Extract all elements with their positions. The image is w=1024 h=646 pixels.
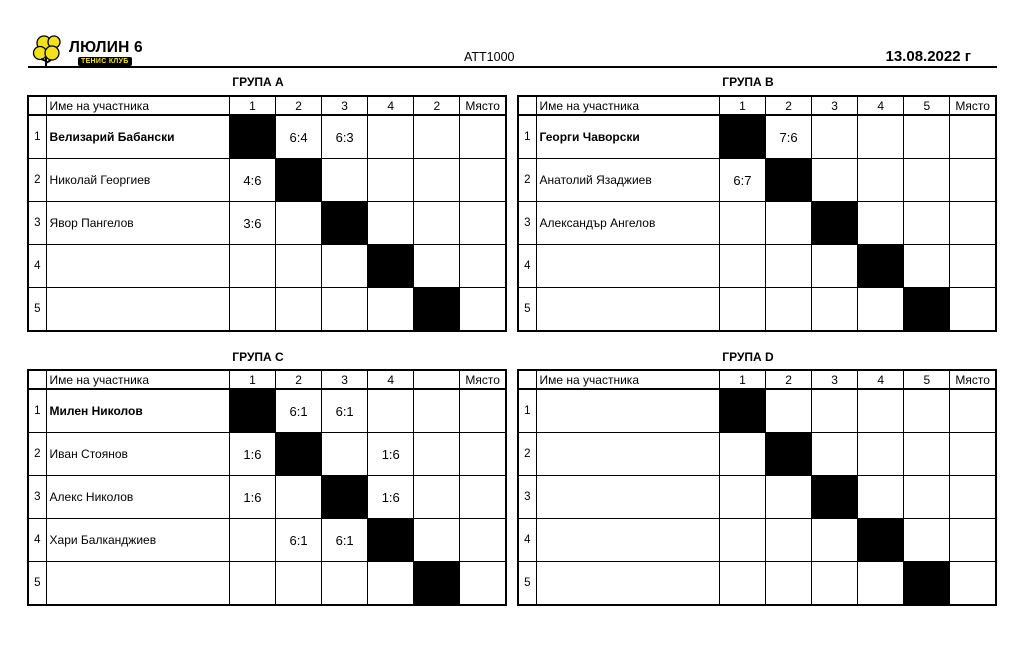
table-row [518,115,996,159]
score-cell [719,562,765,606]
name-header: Име на участника [46,96,229,115]
place-cell [950,288,996,332]
self-cell [276,159,322,202]
row-number: 3 [518,476,536,519]
score-cell [766,288,812,332]
row-number: 5 [518,562,536,606]
score-cell [858,202,904,245]
place-cell [460,288,506,332]
place-cell [950,433,996,476]
table-header-row [28,96,506,115]
player-name [536,245,719,288]
col-header: 1 [719,370,765,389]
place-header: Място [460,370,506,389]
player-name: Хари Балканджиев [46,519,229,562]
num-header [28,96,46,115]
col-header: 3 [812,370,858,389]
score-cell [414,433,460,476]
row-number: 4 [28,519,46,562]
self-cell [322,476,368,519]
table-header-row [28,370,506,389]
player-name [46,245,229,288]
player-name [536,288,719,332]
place-header: Място [460,96,506,115]
col-header: 2 [276,370,322,389]
score-cell [904,476,950,519]
self-cell [229,115,275,159]
row-number: 2 [518,433,536,476]
self-cell [858,519,904,562]
score-cell [229,288,275,332]
score-cell [858,288,904,332]
group-a-title: ГРУПА А [232,75,284,89]
self-cell [904,562,950,606]
place-cell [950,476,996,519]
player-name: Анатолий Язаджиев [536,159,719,202]
score-cell [766,476,812,519]
place-cell [950,389,996,433]
name-header: Име на участника [536,370,719,389]
score-cell [904,115,950,159]
self-cell [414,562,460,606]
table-row [28,115,506,159]
row-number: 3 [28,202,46,245]
row-number: 5 [28,562,46,606]
group-b-table [517,95,997,332]
tree-logo-icon [32,33,66,69]
score-cell [368,159,414,202]
page-header [28,30,997,68]
self-cell [766,159,812,202]
place-header: Място [950,96,996,115]
score-cell [858,389,904,433]
num-header [518,370,536,389]
col-header: 5 [904,370,950,389]
row-number: 1 [28,115,46,159]
group-c-title: ГРУПА С [232,350,284,364]
score-cell: 1:6 [229,476,275,519]
table-row [518,389,996,433]
event-date: 13.08.2022 г [885,48,971,65]
player-name: Явор Пангелов [46,202,229,245]
col-header: 1 [719,96,765,115]
place-cell [950,202,996,245]
self-cell [368,245,414,288]
header-divider [28,66,997,68]
score-cell [414,476,460,519]
score-cell: 6:1 [322,389,368,433]
table-row [28,519,506,562]
score-cell [904,245,950,288]
row-number: 2 [28,433,46,476]
score-cell [719,476,765,519]
row-number: 2 [28,159,46,202]
score-cell [858,476,904,519]
score-cell [858,159,904,202]
table-row [28,245,506,288]
row-number: 3 [518,202,536,245]
group-b-title: ГРУПА В [722,75,774,89]
score-cell [322,562,368,606]
group-a-table [27,95,507,332]
score-cell [276,245,322,288]
club-logo [32,33,152,69]
player-name: Алекс Николов [46,476,229,519]
place-cell [950,159,996,202]
table-row [518,245,996,288]
player-name [536,433,719,476]
logo-name: ЛЮЛИН 6 [69,39,143,56]
place-cell [460,433,506,476]
score-cell [904,519,950,562]
score-cell [766,245,812,288]
player-name [536,519,719,562]
table-row [28,202,506,245]
col-header: 2 [414,96,460,115]
player-name: Велизарий Бабански [46,115,229,159]
score-cell: 1:6 [229,433,275,476]
place-header: Място [950,370,996,389]
self-cell [368,519,414,562]
col-header: 3 [812,96,858,115]
row-number: 2 [518,159,536,202]
player-name: Георги Чаворски [536,115,719,159]
player-name [536,476,719,519]
table-row [28,389,506,433]
num-header [28,370,46,389]
score-cell: 6:7 [719,159,765,202]
table-header-row [518,370,996,389]
self-cell [812,202,858,245]
score-cell: 7:6 [766,115,812,159]
score-cell [322,288,368,332]
score-cell [812,519,858,562]
score-cell [368,389,414,433]
score-cell: 1:6 [368,433,414,476]
table-row [518,519,996,562]
table-row [518,288,996,332]
score-cell [858,433,904,476]
row-number: 1 [518,115,536,159]
score-cell [322,159,368,202]
score-cell [719,202,765,245]
score-cell [368,562,414,606]
score-cell [766,562,812,606]
place-cell [460,159,506,202]
col-header: 3 [322,370,368,389]
score-cell [276,562,322,606]
row-number: 5 [28,288,46,332]
score-cell: 6:4 [276,115,322,159]
row-number: 4 [518,245,536,288]
table-row [518,202,996,245]
row-number: 1 [518,389,536,433]
score-cell [904,202,950,245]
place-cell [460,115,506,159]
place-cell [950,562,996,606]
self-cell [276,433,322,476]
group-d-table [517,369,997,606]
place-cell [460,202,506,245]
table-row [518,562,996,606]
player-name: Иван Стоянов [46,433,229,476]
table-row [518,476,996,519]
col-header: 4 [858,96,904,115]
player-name: Милен Николов [46,389,229,433]
self-cell [812,476,858,519]
group-c-table [27,369,507,606]
table-row [518,159,996,202]
col-header: 2 [766,96,812,115]
score-cell [276,288,322,332]
score-cell [414,115,460,159]
player-name [536,389,719,433]
place-cell [950,245,996,288]
score-cell [766,519,812,562]
place-cell [460,519,506,562]
score-cell [368,115,414,159]
name-header: Име на участника [536,96,719,115]
place-cell [950,115,996,159]
name-header: Име на участника [46,370,229,389]
col-header: 1 [229,370,275,389]
col-header: 3 [322,96,368,115]
logo-subtitle: ТЕНИС КЛУБ [78,57,132,66]
row-number: 4 [28,245,46,288]
col-header: 4 [368,370,414,389]
col-header: 2 [276,96,322,115]
score-cell [812,159,858,202]
score-cell [719,245,765,288]
player-name [46,562,229,606]
self-cell [766,433,812,476]
score-cell [322,245,368,288]
score-cell [414,389,460,433]
score-cell [414,202,460,245]
score-cell [812,245,858,288]
score-cell [719,519,765,562]
event-name: ATT1000 [464,50,515,64]
self-cell [322,202,368,245]
self-cell [414,288,460,332]
table-row [28,288,506,332]
player-name [46,288,229,332]
score-cell [414,159,460,202]
place-cell [460,245,506,288]
score-cell: 6:1 [322,519,368,562]
score-cell [229,519,275,562]
self-cell [858,245,904,288]
score-cell [766,202,812,245]
col-header: 5 [904,96,950,115]
score-cell [719,433,765,476]
col-header: 4 [858,370,904,389]
row-number: 5 [518,288,536,332]
score-cell [812,433,858,476]
score-cell: 4:6 [229,159,275,202]
col-header: 4 [368,96,414,115]
score-cell [812,288,858,332]
table-header-row [518,96,996,115]
score-cell: 3:6 [229,202,275,245]
col-header: 1 [229,96,275,115]
place-cell [460,389,506,433]
col-header [414,370,460,389]
place-cell [460,562,506,606]
score-cell [276,202,322,245]
table-row [28,433,506,476]
self-cell [904,288,950,332]
score-cell [719,288,765,332]
score-cell [812,389,858,433]
col-header: 2 [766,370,812,389]
score-cell [858,562,904,606]
score-cell: 6:3 [322,115,368,159]
score-cell [414,245,460,288]
score-cell [812,115,858,159]
score-cell [368,288,414,332]
place-cell [950,519,996,562]
score-cell [766,389,812,433]
score-cell [276,476,322,519]
table-row [28,562,506,606]
player-name: Александър Ангелов [536,202,719,245]
row-number: 1 [28,389,46,433]
score-cell [904,433,950,476]
score-cell [229,245,275,288]
num-header [518,96,536,115]
score-cell [904,389,950,433]
score-cell [904,159,950,202]
row-number: 4 [518,519,536,562]
self-cell [229,389,275,433]
player-name: Николай Георгиев [46,159,229,202]
score-cell [812,562,858,606]
score-cell: 1:6 [368,476,414,519]
table-row [28,476,506,519]
self-cell [719,115,765,159]
table-row [518,433,996,476]
place-cell [460,476,506,519]
group-d-title: ГРУПА D [722,350,774,364]
row-number: 3 [28,476,46,519]
score-cell: 6:1 [276,389,322,433]
player-name [536,562,719,606]
score-cell [322,433,368,476]
score-cell [368,202,414,245]
score-cell: 6:1 [276,519,322,562]
self-cell [719,389,765,433]
score-cell [414,519,460,562]
score-cell [229,562,275,606]
score-cell [858,115,904,159]
table-row [28,159,506,202]
